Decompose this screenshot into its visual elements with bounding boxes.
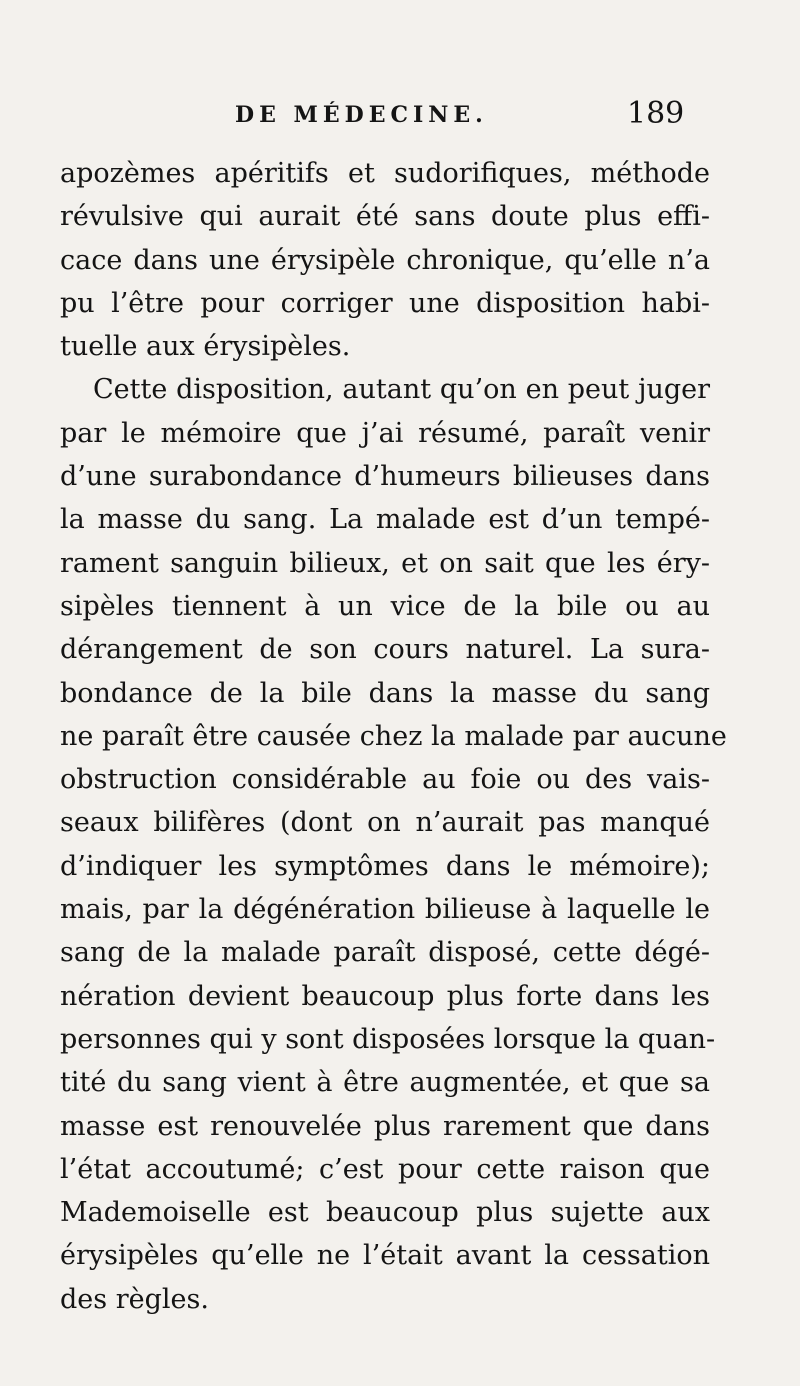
text-line: pu l’être pour corriger une disposition habi- <box>60 287 710 319</box>
text-line: sang de la malade paraît disposé, cette dégé- <box>60 937 710 969</box>
page-number: 189 <box>627 96 685 131</box>
text-line: des règles. <box>60 1283 209 1315</box>
text-line: Mademoiselle est beaucoup plus sujette aux <box>60 1197 710 1229</box>
text-line: dérangement de son cours naturel. La sura- <box>60 634 710 666</box>
text-line: mais, par la dégénération bilieuse à laquelle le <box>60 894 710 926</box>
text-line: d’une surabondance d’humeurs bilieuses dans <box>60 461 710 493</box>
text-line: l’état accoutumé; c’est pour cette raison que <box>60 1153 710 1185</box>
text-line: obstruction considérable au foie ou des vais- <box>60 764 710 796</box>
text-line: cace dans une érysipèle chronique, qu’elle n’a <box>60 244 710 276</box>
text-line: apozèmes apéritifs et sudorifiques, méthode <box>60 158 710 189</box>
text-line: par le mémoire que j’ai résumé, paraît venir <box>60 417 710 449</box>
text-line: sipèles tiennent à un vice de la bile ou au <box>60 590 710 622</box>
text-line: personnes qui y sont disposées lorsque la quan- <box>60 1023 716 1055</box>
text-line: la masse du sang. La malade est d’un tempé- <box>60 504 710 536</box>
text-line: rament sanguin bilieux, et on sait que les éry- <box>60 547 710 579</box>
body-text <box>60 152 727 1321</box>
text-line: masse est renouvelée plus rarement que dans <box>60 1110 710 1142</box>
text-line: érysipèles qu’elle ne l’était avant la cessation <box>60 1240 710 1272</box>
text-line: tuelle aux érysipèles. <box>60 331 351 363</box>
text-line: bondance de la bile dans la masse du sang <box>60 677 710 709</box>
running-head: DE MÉDECINE. <box>235 102 488 128</box>
text-line: ne paraît être causée chez la malade par aucune <box>60 720 727 752</box>
text-line: nération devient beaucoup plus forte dans les <box>60 980 710 1012</box>
text-line: d’indiquer les symptômes dans le mémoire); <box>60 850 710 882</box>
text-line: tité du sang vient à être augmentée, et que sa <box>60 1067 710 1099</box>
text-line: seaux bilifères (dont on n’aurait pas manqué <box>60 807 710 839</box>
text-line: Cette disposition, autant qu’on en peut juger <box>93 374 710 406</box>
text-line: révulsive qui aurait été sans doute plus effi- <box>60 201 710 233</box>
